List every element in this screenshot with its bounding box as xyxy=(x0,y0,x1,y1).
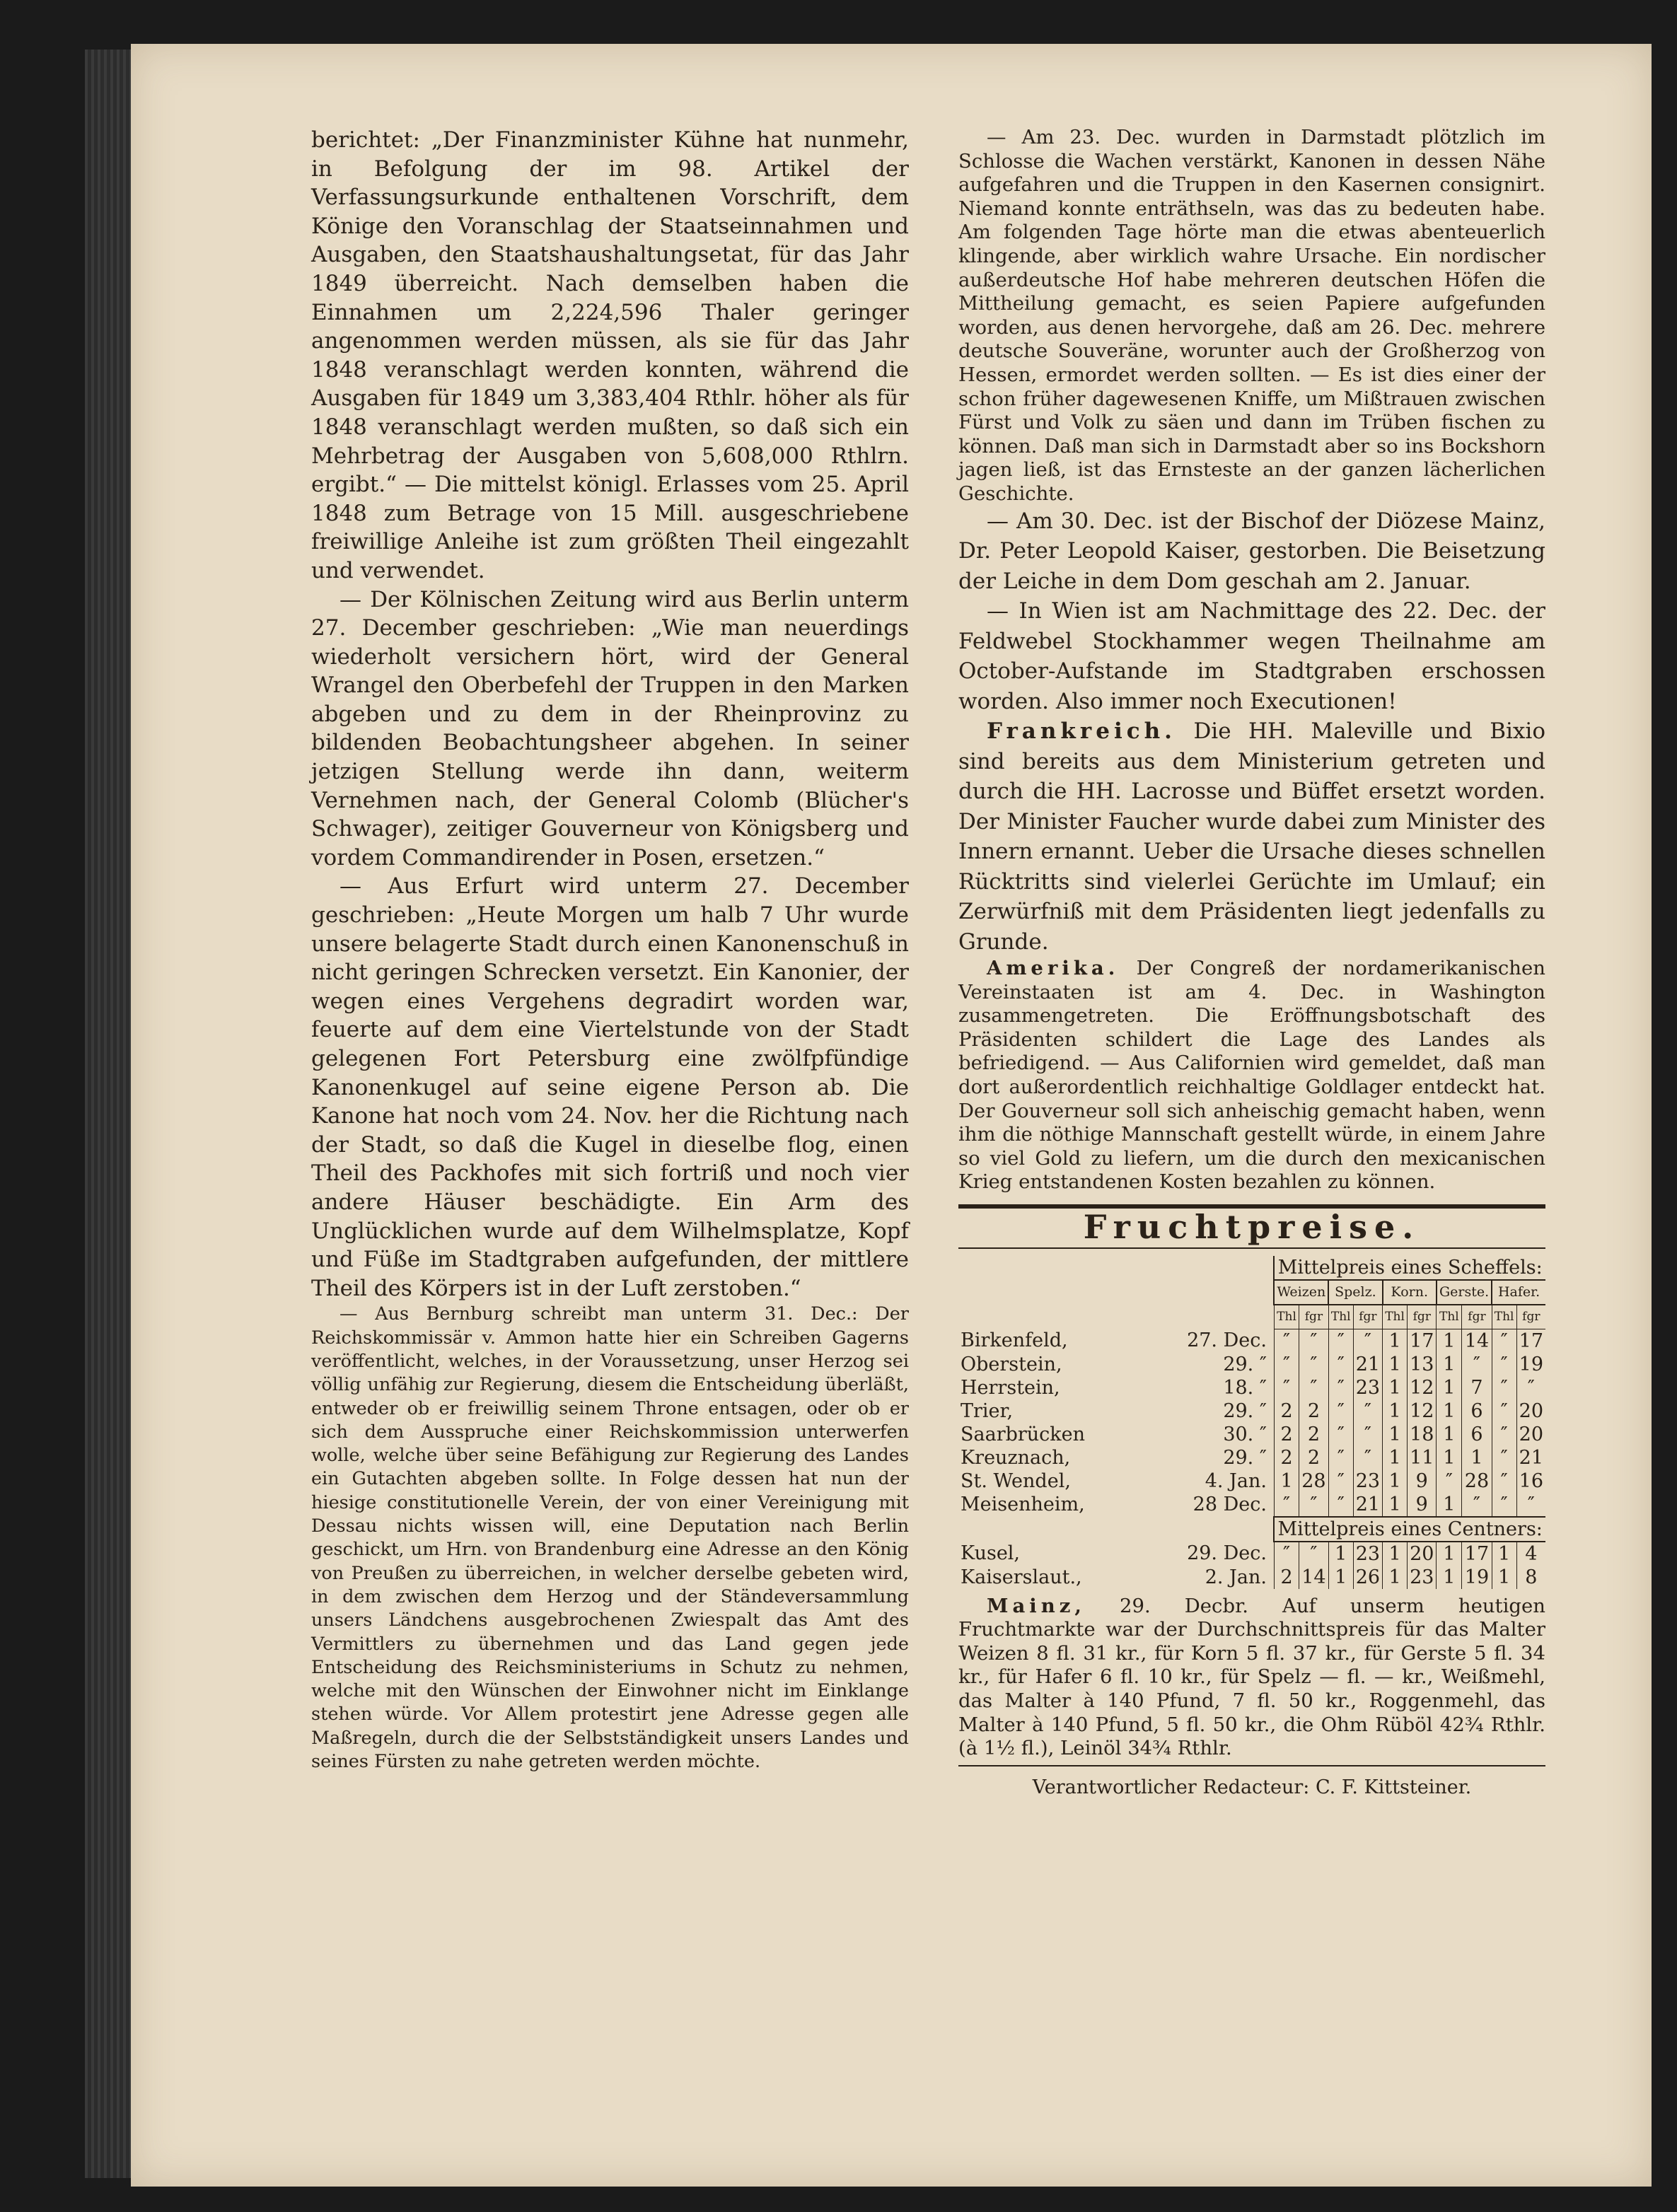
mainz-label: Mainz, xyxy=(987,1594,1086,1617)
grain-header: Weizen xyxy=(1274,1280,1328,1305)
heading-rule xyxy=(958,1247,1545,1249)
price-cell: 20 xyxy=(1516,1423,1545,1446)
price-cell: 1 xyxy=(1437,1329,1462,1353)
date-cell: 4. Jan. xyxy=(1205,1469,1267,1492)
price-cell: 28 xyxy=(1299,1469,1329,1493)
place-cell: Kreuznach, xyxy=(961,1446,1071,1469)
price-cell: ″ xyxy=(1328,1446,1353,1469)
price-cell: ″ xyxy=(1328,1423,1353,1446)
price-cell: 23 xyxy=(1353,1376,1382,1399)
mainz-market-text: 29. Decbr. Auf unserm heutigen Fruchtmarkte war der Durchschnittspreis für das Malter Weizen 8 fl. 31 kr., für Korn 5 fl. 37 kr., für Gerste 5 fl. 34 kr., für Hafer 6 fl. 10 kr., für Spelz — fl. — kr., Weißmehl, das Malter à 140 Pfund, 7 fl. 50 kr., Roggenmehl, das Malter à 140 Pfund, 5 fl. 50 kr., die Ohm Rüböl 42¾ Rthlr. (à 1½ fl.), Leinöl 34¾ Rthlr. xyxy=(958,1594,1545,1760)
finance-paragraph: berichtet: „Der Finanzminister Kühne hat nunmehr, in Befolgung der im 98. Artikel der Verfassungsurkunde enthaltenen Vorschrift, dem Könige den Voranschlag der Staatseinnahmen und Ausgaben, den Staatshaushaltungsetat, für das Jahr 1849 überreicht. Nach demselben haben die Einnahmen um 2,224,596 Thaler geringer angenommen werden müssen, als sie für das Jahr 1848 veranschlagt werden konnten, während die Ausgaben für 1849 um 3,383,404 Rthlr. höher als für 1848 veranschlagt werden mußten, so daß sich ein Mehrbetrag der Ausgaben von 5,608,000 Rthlrn. ergibt.“ — Die mittelst königl. Erlasses vom 25. April 1848 zum Betrage von 15 Mill. ausgeschriebene freiwillige Anleihe ist zum größten Theil eingezahlt und verwendet. xyxy=(311,127,909,583)
price-cell: ″ xyxy=(1492,1446,1516,1469)
frankreich-paragraph xyxy=(958,716,1545,957)
price-cell: ″ xyxy=(1516,1493,1545,1517)
amerika-text: Der Congreß der nordamerikanischen Vereinstaaten ist am 4. Dec. in Washington zusammengetreten. Die Eröffnungsbotschaft des Präsidenten schildert die Lage des Landes als befriedigend. — Aus Californien wird gemeldet, daß man dort außerordentlich reichhaltige Goldlager entdeckt hat. Der Gouverneur soll sich anheischig gemacht haben, wenn ihm die nöthige Mannschaft gestellt würde, in einem Jahre so viel Gold zu liefern, um die durch den mexicanischen Krieg entstandenen Kosten bezahlen zu können. xyxy=(958,957,1545,1194)
date-cell: 29. ″ xyxy=(1223,1399,1267,1422)
editor-line: Verantwortlicher Redacteur: C. F. Kittsteiner. xyxy=(1032,1776,1472,1798)
price-cell: ″ xyxy=(1353,1399,1382,1423)
bernburg-paragraph: — Aus Bernburg schreibt man unterm 31. Dec.: Der Reichskommissär v. Ammon hatte hier ein Schreiben Gagerns veröffentlicht, welches, in der Voraussetzung, unser Herzog sei völlig unfähig zur Regierung, diesem die Entscheidung überläßt, entweder ob er freiwillig seinem Throne entsagen, oder ob er sich dem Ausspruche einer Reichskommission unterwerfen wolle, welche über seine Befähigung zur Regierung des Landes ein Gutachten abgeben sollte. In Folge dessen hat nun der hiesige constitutionelle Verein, der von einer Vereinigung mit Dessau nichts wissen will, eine Deputation nach Berlin geschickt, um Hrn. von Brandenburg eine Adresse an den König von Preußen zu überreichen, in welcher derselbe gebeten wird, in dem zwischen dem Herzog und der Ständeversammlung unsers Ländchens ausgebrochenen Zwiespalt das Amt des Vermittlers zu übernehmen und das Land gegen jede Entscheidung des Reichsministeriums in Schutz zu nehmen, welche mit den Wünschen der Einwohner nicht im Einklange stehen würde. Vor Allem protestirt jene Adresse gegen alle Maßregeln, durch die der Selbstständigkeit unsers Landes und seines Fürsten zu nahe getreten werden möchte. xyxy=(311,1303,909,1772)
place-cell: Kusel, xyxy=(961,1542,1021,1565)
place-cell: Saarbrücken xyxy=(961,1423,1086,1445)
table-row xyxy=(958,1446,1545,1469)
price-cell: 20 xyxy=(1516,1399,1545,1423)
price-cell: 1 xyxy=(1328,1542,1353,1566)
price-cell: ″ xyxy=(1328,1329,1353,1353)
price-cell: 23 xyxy=(1353,1469,1382,1493)
price-cell: 2 xyxy=(1274,1446,1299,1469)
price-cell: 1 xyxy=(1274,1469,1299,1493)
price-cell: 1 xyxy=(1383,1399,1408,1423)
price-cell: 6 xyxy=(1462,1423,1492,1446)
price-cell: 1 xyxy=(1383,1542,1408,1566)
table-row xyxy=(958,1423,1545,1446)
grain-header: Korn. xyxy=(1383,1280,1437,1305)
price-cell: ″ xyxy=(1353,1446,1382,1469)
price-cell: 28 xyxy=(1462,1469,1492,1493)
price-cell: 1 xyxy=(1383,1446,1408,1469)
mainz-market-paragraph xyxy=(958,1595,1545,1761)
table-row xyxy=(958,1469,1545,1493)
price-cell: ″ xyxy=(1299,1493,1329,1517)
price-cell: ″ xyxy=(1462,1353,1492,1376)
price-cell: 13 xyxy=(1408,1353,1437,1376)
unit-header: Thl xyxy=(1274,1305,1299,1329)
price-cell: 14 xyxy=(1299,1566,1329,1589)
date-cell: 29. ″ xyxy=(1223,1353,1267,1375)
price-cell: ″ xyxy=(1328,1493,1353,1517)
price-cell: 1 xyxy=(1462,1446,1492,1469)
unit-header: fgr xyxy=(1408,1305,1437,1329)
grain-header: Hafer. xyxy=(1492,1280,1545,1305)
price-cell: 1 xyxy=(1383,1423,1408,1446)
price-cell: 2 xyxy=(1299,1399,1329,1423)
price-cell: ″ xyxy=(1353,1329,1382,1353)
price-cell: ″ xyxy=(1328,1353,1353,1376)
vienna-paragraph: — In Wien ist am Nachmittage des 22. Dec. der Feldwebel Stockhammer wegen Theilnahme am October-Aufstande im Stadtgraben erschossen worden. Also immer noch Executionen! xyxy=(958,598,1545,714)
price-cell: 17 xyxy=(1516,1329,1545,1353)
price-cell: ″ xyxy=(1274,1376,1299,1399)
centner-header: Mittelpreis eines Centners: xyxy=(1274,1517,1545,1542)
table-row xyxy=(958,1399,1545,1423)
price-cell: 1 xyxy=(1383,1353,1408,1376)
grain-header: Spelz. xyxy=(1328,1280,1382,1305)
date-cell: 29. ″ xyxy=(1223,1446,1267,1469)
price-cell: ″ xyxy=(1274,1542,1299,1566)
price-cell: 2 xyxy=(1299,1423,1329,1446)
price-cell: 1 xyxy=(1437,1493,1462,1517)
darmstadt-paragraph: — Am 23. Dec. wurden in Darmstadt plötzlich im Schlosse die Wachen verstärkt, Kanonen in dessen Nähe aufgefahren und die Truppen in den Kasernen consignirt. Niemand konnte enträthseln, was das zu bedeuten habe. Am folgenden Tage hörte man die etwas abenteuerlich klingende, aber wirklich wahre Ursache. Ein nordischer außerdeutsche Hof habe mehreren deutschen Höfen die Mittheilung gemacht, es seien Papiere aufgefunden worden, aus denen hervorgehe, daß am 26. Dec. mehrere deutsche Souveräne, worunter auch der Großherzog von Hessen, ermordet werden sollten. — Es ist dies einer der schon früher dagewesenen Kniffe, um Mißtrauen zwischen Fürst und Volk zu säen und dann im Trüben fischen zu können. Daß man sich in Darmstadt aber so ins Bockshorn jagen ließ, ist das Ernsteste an der ganzen lächerlichen Geschichte. xyxy=(958,126,1545,505)
price-cell: ″ xyxy=(1299,1542,1329,1566)
price-cell: 12 xyxy=(1408,1399,1437,1423)
price-cell: 1 xyxy=(1328,1566,1353,1589)
amerika-paragraph xyxy=(958,957,1545,1194)
price-cell: 4 xyxy=(1516,1542,1545,1566)
price-cell: 6 xyxy=(1462,1399,1492,1423)
price-cell: ″ xyxy=(1516,1376,1545,1399)
grain-header: Gerste. xyxy=(1437,1280,1492,1305)
frankreich-text: Die HH. Maleville und Bixio sind bereits aus dem Ministerium getreten und durch die HH. Lacrosse und Büffet ersetzt worden. Der Minister Faucher wurde dabei zum Minister des Innern ernannt. Ueber die Ursache dieses schnellen Rücktritts sind vielerlei Gerüchte im Umlauf; ein Zerwürfniß mit dem Präsidenten liegt jedenfalls zu Grunde. xyxy=(958,718,1545,955)
price-cell: ″ xyxy=(1299,1353,1329,1376)
erfurt-paragraph: — Aus Erfurt wird unterm 27. December geschrieben: „Heute Morgen um halb 7 Uhr wurde unsere belagerte Stadt durch einen Kanonenschuß in nicht geringen Schrecken versetzt. Ein Kanonier, der wegen eines Vergehens degradirt worden war, feuerte auf dem eine Viertelstunde von der Stadt gelegenen Fort Petersburg eine zwölfpfündige Kanonenkugel auf seine eigene Person ab. Die Kanone hat noch vom 24. Nov. her die Richtung nach der Stadt, so daß die Kugel in dieselbe flog, einen Theil des Packhofes mit sich fortriß und noch vier andere Häuser beschädigte. Ein Arm des Unglücklichen wurde auf dem Wilhelmsplatze, Kopf und Füße im Stadtgraben aufgefunden, der mittlere Theil des Körpers ist in der Luft zerstoben.“ xyxy=(311,873,909,1301)
price-cell: 12 xyxy=(1408,1376,1437,1399)
date-cell: 28 Dec. xyxy=(1193,1494,1267,1516)
price-cell: ″ xyxy=(1492,1423,1516,1446)
price-cell: ″ xyxy=(1328,1399,1353,1423)
price-cell: 1 xyxy=(1437,1446,1462,1469)
table-row xyxy=(958,1376,1545,1399)
table-header-spacer xyxy=(958,1280,1274,1305)
right-column xyxy=(958,126,1545,1802)
price-cell: ″ xyxy=(1492,1493,1516,1517)
place-cell: Meisenheim, xyxy=(961,1494,1085,1516)
price-cell: 21 xyxy=(1516,1446,1545,1469)
price-cell: ″ xyxy=(1353,1423,1382,1446)
price-cell: 1 xyxy=(1437,1376,1462,1399)
unit-header: fgr xyxy=(1353,1305,1382,1329)
place-cell: Oberstein, xyxy=(961,1353,1062,1375)
price-cell: 1 xyxy=(1437,1542,1462,1566)
date-cell: 29. Dec. xyxy=(1187,1542,1267,1565)
unit-header: fgr xyxy=(1516,1305,1545,1329)
price-cell: 7 xyxy=(1462,1376,1492,1399)
price-cell: 1 xyxy=(1492,1566,1516,1589)
price-cell: ″ xyxy=(1274,1493,1299,1517)
price-cell: 1 xyxy=(1383,1329,1408,1353)
grain-price-table xyxy=(958,1256,1545,1589)
price-cell: ″ xyxy=(1492,1329,1516,1353)
price-cell: 8 xyxy=(1516,1566,1545,1589)
table-header-spacer xyxy=(958,1256,1274,1280)
price-cell: 17 xyxy=(1462,1542,1492,1566)
frankreich-label: Frankreich. xyxy=(987,718,1176,744)
price-cell: ″ xyxy=(1299,1329,1329,1353)
price-cell: 1 xyxy=(1383,1376,1408,1399)
price-cell: 2 xyxy=(1274,1423,1299,1446)
place-cell: Herrstein, xyxy=(961,1376,1060,1399)
price-cell: 9 xyxy=(1408,1469,1437,1493)
price-cell: 1 xyxy=(1437,1399,1462,1423)
price-cell: 19 xyxy=(1516,1353,1545,1376)
scheffel-header: Mittelpreis eines Scheffels: xyxy=(1274,1256,1545,1280)
price-cell: 11 xyxy=(1408,1446,1437,1469)
price-cell: 2 xyxy=(1299,1446,1329,1469)
price-cell: ″ xyxy=(1328,1376,1353,1399)
price-cell: ″ xyxy=(1492,1353,1516,1376)
table-row xyxy=(958,1493,1545,1517)
price-cell: ″ xyxy=(1462,1493,1492,1517)
price-cell: ″ xyxy=(1492,1376,1516,1399)
price-cell: 19 xyxy=(1462,1566,1492,1589)
price-cell: 1 xyxy=(1437,1353,1462,1376)
price-cell: ″ xyxy=(1437,1469,1462,1493)
unit-header: Thl xyxy=(1383,1305,1408,1329)
unit-header: Thl xyxy=(1437,1305,1462,1329)
price-cell: 18 xyxy=(1408,1423,1437,1446)
price-cell: 1 xyxy=(1383,1493,1408,1517)
price-cell: ″ xyxy=(1299,1376,1329,1399)
unit-header: fgr xyxy=(1299,1305,1329,1329)
amerika-label: Amerika. xyxy=(987,957,1120,979)
price-cell: 21 xyxy=(1353,1493,1382,1517)
mainz-bishop-paragraph: — Am 30. Dec. ist der Bischof der Diözese Mainz, Dr. Peter Leopold Kaiser, gestorben. Die Beisetzung der Leiche in dem Dom geschah am 2. Januar. xyxy=(958,508,1545,594)
price-cell: 21 xyxy=(1353,1353,1382,1376)
place-cell: Birkenfeld, xyxy=(961,1329,1068,1352)
table-row xyxy=(958,1353,1545,1376)
price-cell: ″ xyxy=(1492,1399,1516,1423)
price-cell: 1 xyxy=(1383,1469,1408,1493)
unit-header: fgr xyxy=(1462,1305,1492,1329)
date-cell: 27. Dec. xyxy=(1187,1329,1267,1352)
place-cell: Kaiserslaut., xyxy=(961,1566,1082,1588)
date-cell: 30. ″ xyxy=(1223,1423,1267,1445)
price-cell: 26 xyxy=(1353,1566,1382,1589)
table-row xyxy=(958,1566,1545,1589)
price-cell: 23 xyxy=(1408,1566,1437,1589)
price-cell: 2 xyxy=(1274,1399,1299,1423)
prices-heading: Fruchtpreise. xyxy=(1083,1207,1421,1246)
unit-header: Thl xyxy=(1492,1305,1516,1329)
price-cell: 9 xyxy=(1408,1493,1437,1517)
table-header-spacer xyxy=(958,1305,1274,1329)
date-cell: 18. ″ xyxy=(1223,1376,1267,1399)
price-cell: 17 xyxy=(1408,1329,1437,1353)
price-cell: 2 xyxy=(1274,1566,1299,1589)
footer-rule xyxy=(958,1765,1545,1766)
price-cell: 16 xyxy=(1516,1469,1545,1493)
price-cell: 14 xyxy=(1462,1329,1492,1353)
place-cell: St. Wendel, xyxy=(961,1469,1071,1492)
left-column xyxy=(311,126,909,1774)
table-row xyxy=(958,1329,1545,1353)
price-cell: 1 xyxy=(1437,1423,1462,1446)
price-cell: ″ xyxy=(1274,1353,1299,1376)
price-cell: 20 xyxy=(1408,1542,1437,1566)
price-cell: 1 xyxy=(1383,1566,1408,1589)
price-cell: 1 xyxy=(1437,1566,1462,1589)
price-cell: 1 xyxy=(1492,1542,1516,1566)
table-row xyxy=(958,1542,1545,1566)
unit-header: Thl xyxy=(1328,1305,1353,1329)
price-cell: 23 xyxy=(1353,1542,1382,1566)
price-cell: ″ xyxy=(1274,1329,1299,1353)
table-header-spacer xyxy=(958,1517,1274,1542)
date-cell: 2. Jan. xyxy=(1205,1566,1267,1588)
price-cell: ″ xyxy=(1492,1469,1516,1493)
place-cell: Trier, xyxy=(961,1399,1014,1422)
berlin-paragraph: — Der Kölnischen Zeitung wird aus Berlin unterm 27. December geschrieben: „Wie man neuerdings wiederholt versichern hört, wird der General Wrangel den Oberbefehl der Truppen in den Marken abgeben und zu dem in der Rheinprovinz zu bildenden Beobachtungsheer abgehen. In seiner jetzigen Stellung werde ihn dann, weiterm Vernehmen nach, der General Colomb (Blücher's Schwager), zeitiger Gouverneur von Königsberg und vordem Commandirender in Posen, ersetzen.“ xyxy=(311,586,909,871)
price-cell: ″ xyxy=(1328,1469,1353,1493)
